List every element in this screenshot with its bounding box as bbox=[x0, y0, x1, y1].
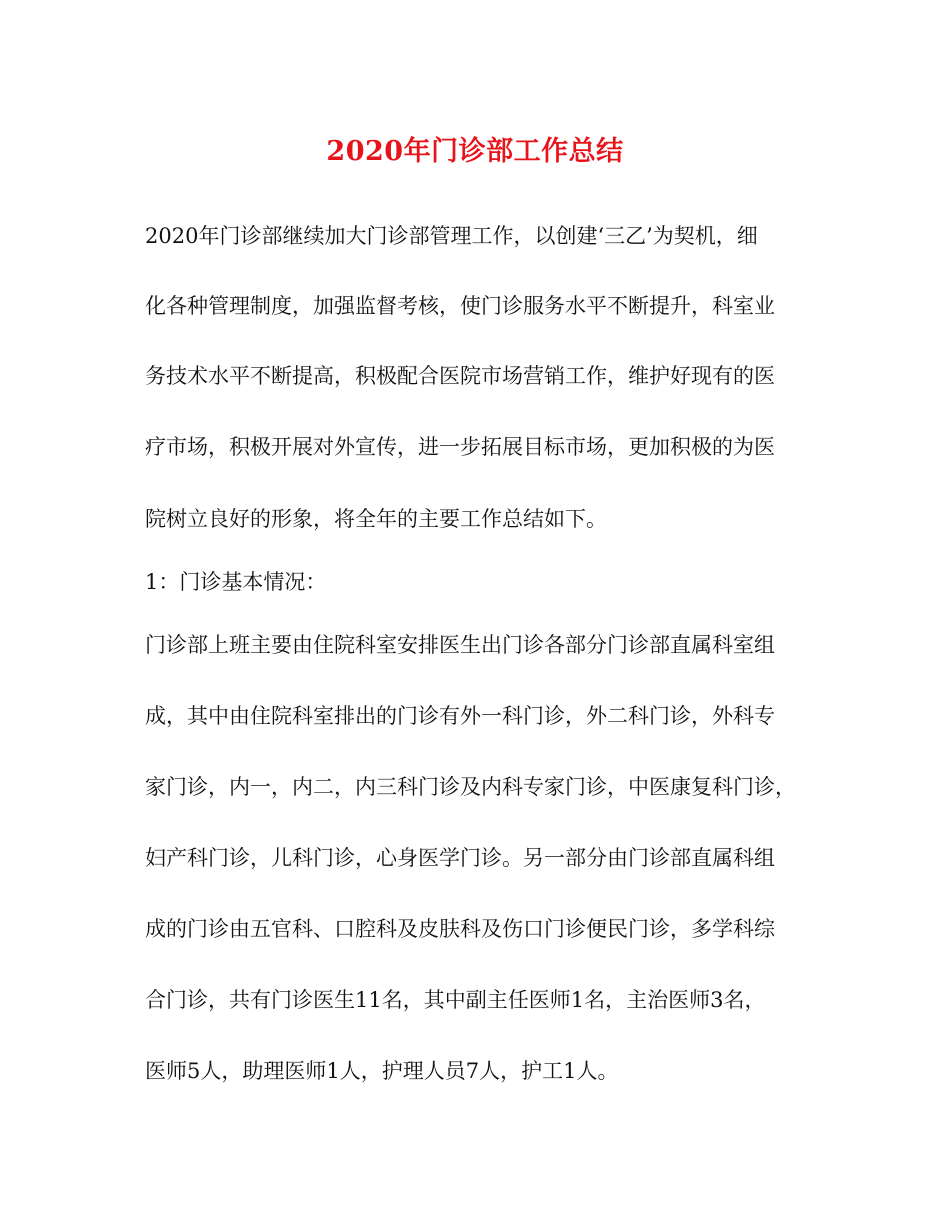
section-line: 门诊部上班主要由住院科室安排医生出门诊各部分门诊部直属科室组 bbox=[145, 633, 775, 657]
intro-line: 务技术水平不断提高，积极配合医院市场营销工作，维护好现有的医 bbox=[145, 364, 775, 388]
intro-line: 院树立良好的形象，将全年的主要工作总结如下。 bbox=[145, 507, 607, 531]
section-line: 成，其中由住院科室排出的门诊有外一科门诊，外二科门诊，外科专 bbox=[145, 704, 775, 728]
section-line: 成的门诊由五官科、口腔科及皮肤科及伤口门诊便民门诊，多学科综 bbox=[145, 917, 775, 941]
intro-line: 2020年门诊部继续加大门诊部管理工作，以创建‘三乙’为契机，细 bbox=[145, 224, 758, 248]
section-line: 妇产科门诊，儿科门诊，心身医学门诊。另一部分由门诊部直属科组 bbox=[145, 846, 775, 870]
section-heading: 1：门诊基本情况： bbox=[145, 570, 327, 594]
section-line: 医师5人，助理医师1人，护理人员7人，护工1人。 bbox=[145, 1059, 619, 1083]
page-title: 2020年门诊部工作总结 bbox=[326, 136, 624, 167]
intro-line: 疗市场，积极开展对外宣传，进一步拓展目标市场，更加积极的为医 bbox=[145, 435, 775, 459]
section-line: 家门诊，内一，内二，内三科门诊及内科专家门诊，中医康复科门诊， bbox=[145, 775, 796, 799]
intro-line: 化各种管理制度，加强监督考核，使门诊服务水平不断提升，科室业 bbox=[145, 294, 775, 318]
section-line: 合门诊，共有门诊医生11名，其中副主任医师1名，主治医师3名， bbox=[145, 988, 766, 1012]
